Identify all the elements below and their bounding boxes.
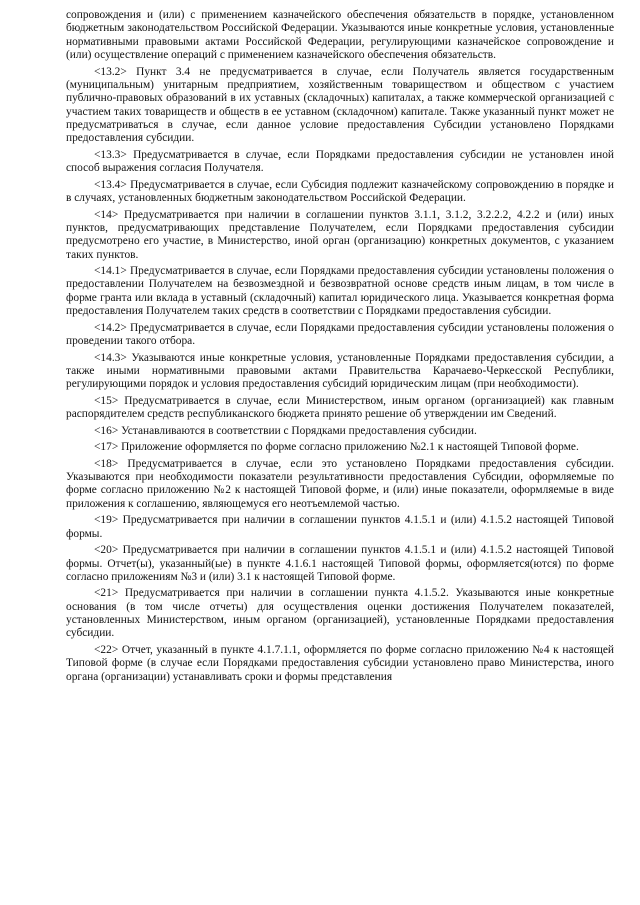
footnote-20: <20> Предусматривается при наличии в соглашении пунктов 4.1.5.1 и (или) 4.1.5.2 настоящей Типовой формы. Отчет(ы), указанный(ые) в пункте 4.1.6.1 настоящей Типовой формы, оформляется(ются) по форме согласно приложениям №3 и (или) 3.1 к настоящей Типовой форме. [66,544,614,583]
footnote-19: <19> Предусматривается при наличии в соглашении пунктов 4.1.5.1 и (или) 4.1.5.2 настоящей Типовой формы. [66,514,614,540]
footnote-17: <17> Приложение оформляется по форме согласно приложению №2.1 к настоящей Типовой форме. [94,441,579,454]
footnote-14-3: <14.3> Указываются иные конкретные условия, установленные Порядками предоставления субсидии, а также иными нормативными правовыми актами Правительства Карачаево-Черкесской Республики, регулирующими порядок и условия предоставления субсидий юридическим лицам (при необходимости). [66,351,614,391]
paragraph-continuation: сопровождения и (или) с применением казначейского обеспечения обязательств в порядке, установленном бюджетным законодательством Российской Федерации. Указываются иные конкретные условия, установленные нормативными правовыми актами Российской Федерации, регулирующими казначейское сопровождение и (или) осуществление операций с применением казначейского обеспечения обязательств. [66,9,614,62]
footnote-13-2: <13.2> Пункт 3.4 не предусматривается в случае, если Получатель является государственным (муниципальным) унитарным предприятием, хозяйственным товариществом и обществом с участием публично-правовых образований в их уставных (складочных) капиталах, а также коммерческой организацией с участием таких товариществ и обществ в ее уставном (складочном) капитале. Также указанный пункт может не предусматриваться в случае, если данное условие предоставления Субсидии установлено Порядками предоставления субсидии. [66,65,614,145]
footnote-14-2: <14.2> Предусматривается в случае, если Порядками предоставления субсидии установлены положения о проведении такого отбора. [66,321,614,348]
footnote-13-4: <13.4> Предусматривается в случае, если Субсидия подлежит казначейскому сопровождению в порядке и в случаях, установленных бюджетным законодательством Российской Федерации. [66,178,614,205]
footnote-13-3: <13.3> Предусматривается в случае, если Порядками предоставления субсидии не установлен иной способ выражения согласия Получателя. [66,148,614,175]
footnote-14-1: <14.1> Предусматривается в случае, если Порядками предоставления субсидии установлены положения о предоставлении Получателем на безвозмездной и безвозвратной основе средств иным лицам, в том числе в форме гранта или вклада в уставный (складочный) капитал юридического лица. Указывается конкретная форма предоставления Получателем таких средств в соответствии с Порядками предоставления субсидии. [66,265,614,318]
footnote-14: <14> Предусматривается при наличии в соглашении пунктов 3.1.1, 3.1.2, 3.2.2.2, 4.2.2 и (или) иных пунктов, предусматривающих представление Получателем, если Порядками предоставления субсидии предусмотрено его участие, в Министерство, иной орган (организацию) конкретных документов, с указанием таких пунктов. [66,208,614,261]
footnote-21: <21> Предусматривается при наличии в соглашении пункта 4.1.5.2. Указываются иные конкретные основания (в том числе отчеты) для осуществления оценки достижения Получателем показателей, установленных Министерством, иным органом (организацией), установленные Порядками предоставления субсидии. [66,587,614,640]
footnote-16: <16> Устанавливаются в соответствии с Порядками предоставления субсидии. [94,424,477,437]
document-page [66,9,614,687]
footnote-22: <22> Отчет, указанный в пункте 4.1.7.1.1, оформляется по форме согласно приложению №4 к настоящей Типовой форме (в случае если Порядками предоставления субсидии установлено право Министерства, иного органа (организации) устанавливать сроки и формы представления [66,643,614,683]
footnote-15: <15> Предусматривается в случае, если Министерством, иным органом (организацией) как главным распорядителем средств республиканского бюджета принято решение об утверждении им Сведений. [66,394,614,421]
footnote-18: <18> Предусматривается в случае, если это установлено Порядками предоставления субсидии. Указываются при необходимости показатели результативности предоставления Субсидии, оформляемые по форме согласно приложению №2 к настоящей Типовой форме, и (или) иные показатели, оформляемые в виде приложения к соглашению, являющемуся его неотъемлемой частью. [66,457,614,510]
